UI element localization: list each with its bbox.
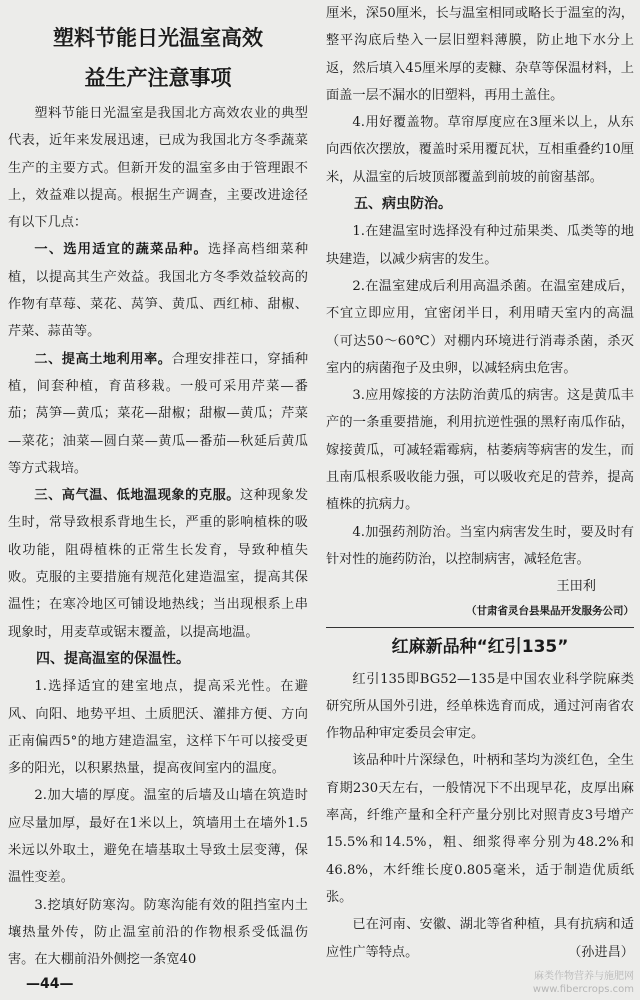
article2-paragraph-2: 该品种叶片深绿色，叶柄和茎均为淡红色，全生育期230天左右，一般情况下不出现早花，皮厚出麻率高，纤维产量和全秆产量分别比对照青皮3号增产15.5%和14.5%，粗、细浆得率分别为48.2%和46.8%，木纤维长度0.805毫米，适于制造优质纸张。 bbox=[326, 753, 634, 905]
section-1-paragraph bbox=[8, 236, 308, 345]
section-3-heading: 三、高气温、低地温现象的克服。 bbox=[34, 488, 240, 504]
watermark-url: www.fibercrops.com bbox=[532, 984, 634, 995]
section-2-paragraph bbox=[8, 346, 308, 482]
left-column bbox=[8, 0, 308, 974]
section-3-paragraph bbox=[8, 482, 308, 646]
section-5-item-2: 2.在温室建成后利用高温杀菌。在温室建成后，不宜立即应用，宜密闭半日，利用晴天室内的高温（可达50～60℃）对棚内环境进行消毒杀菌，杀灭室内的病菌孢子及虫卵，以减轻病虫危害。 bbox=[326, 278, 634, 376]
right-column bbox=[326, 0, 634, 966]
section-5-item-4: 4.加强药剂防治。当室内病害发生时，要及时有针对性的施药防治，以控制病害，减轻危害。 bbox=[326, 524, 634, 567]
section-3-body: 这种现象发生时，常导致根系背地生长，严重的影响植株的吸收功能，阻碍植株的正常生长发育，导致种植失败。克服的主要措施有规范化建造温室，提高其保温性；在寒冷地区可铺设地热线；当出现根系上串现象时，用麦草或锯末覆盖，以提高地温。 bbox=[8, 488, 309, 640]
page-number: —44— bbox=[26, 976, 74, 992]
article2-paragraph-3-text: 已在河南、安徽、湖北等省种植，具有抗病和适应性广等特点。 bbox=[326, 917, 634, 960]
section-4-item-2: 2.加大墙的厚度。温室的后墙及山墙在筑造时应尽量加厚，最好在1米以上，筑墙用土在墙外1.5米远以外取土，避免在墙基取土导致土层变薄，保温性变差。 bbox=[8, 788, 308, 886]
article-title-line1: 塑料节能日光温室高效 bbox=[53, 26, 263, 50]
section-4-item-4: 4.用好覆盖物。草帘厚度应在3厘米以上，从东向西依次摆放，覆盖时采用覆瓦状，互相重叠约10厘米，从温室的后坡顶部覆盖到前坡的前窗基部。 bbox=[326, 115, 634, 185]
article2-author: （孙进昌） bbox=[568, 944, 634, 960]
section-4-heading: 四、提高温室的保温性。 bbox=[36, 650, 190, 667]
article-title-line2: 益生产注意事项 bbox=[84, 66, 232, 90]
section-4-item-3-start: 3.挖填好防寒沟。防寒沟能有效的阻挡室内土壤热量外传，防止温室前沿的作物根系受低温伤害。在大棚前沿外侧挖一条宽40 bbox=[8, 897, 308, 968]
section-4-item-1: 1.选择适宜的建室地点，提高采光性。在避风、向阳、地势平坦、土质肥沃、灌排方便、方向正南偏西5°的地方建造温室，这样下午可以接受更多的阳光，以积累热量，提高夜间室内的温度。 bbox=[8, 679, 308, 777]
watermark-site-name: 麻类作物营养与施肥网 bbox=[534, 971, 634, 982]
article2-paragraph-3 bbox=[326, 911, 634, 966]
section-4-item-3-continued: 厘米，深50厘米，长与温室相同或略长于温室的沟，整平沟底后垫入一层旧塑料薄膜，防止地下水分上返，然后填入45厘米厚的麦糠、杂草等保温材料，上面盖一层不漏水的旧塑料，再用土盖住。 bbox=[326, 6, 634, 103]
section-5-heading: 五、病虫防治。 bbox=[354, 196, 452, 213]
watermark bbox=[533, 970, 634, 996]
section-2-body: 合理安排茬口，穿插种植，间套种植，育苗移栽。一般可采用芹菜—番茄；莴笋—黄瓜；菜花—甜椒；甜椒—黄瓜；芹菜—菜花；油菜—圆白菜—黄瓜—番茄—秋延后黄瓜等方式栽培。 bbox=[8, 351, 309, 476]
intro-paragraph: 塑料节能日光温室是我国北方高效农业的典型代表，近年来发展迅速，已成为我国北方冬季蔬菜生产的主要方式。但新开发的温室多由于管理跟不上，效益难以提高。根据生产调查，主要改进途径有以下几点： bbox=[8, 106, 308, 231]
article-divider bbox=[326, 627, 634, 628]
article-affiliation: （甘肃省灵台县果品开发服务公司） bbox=[466, 604, 634, 617]
article2-paragraph-1: 红引135即BG52—135是中国农业科学院麻类研究所从国外引进，经单株选育而成，通过河南省农作物品种审定委员会审定。 bbox=[326, 671, 634, 742]
article-author: 王田利 bbox=[556, 579, 596, 595]
section-1-body: 选择高档细菜种植，以提高其生产效益。我国北方冬季效益较高的作物有草莓、菜花、莴笋、黄瓜、西红柿、甜椒、芹菜、蒜苗等。 bbox=[8, 242, 309, 340]
section-5-item-1: 1.在建温室时选择没有种过茄果类、瓜类等的地块建造，以减少病害的发生。 bbox=[326, 224, 634, 267]
section-1-heading: 一、选用适宜的蔬菜品种。 bbox=[34, 242, 209, 258]
section-5-item-3: 3.应用嫁接的方法防治黄瓜的病害。这是黄瓜丰产的一条重要措施，利用抗逆性强的黑籽南瓜作砧，嫁接黄瓜，可减轻霜霉病，枯萎病等病害的发生，而且南瓜根系吸收能力强，可以吸收充足的营养，提高植株的抗病力。 bbox=[326, 388, 634, 513]
article2-title: 红麻新品种“红引135” bbox=[391, 636, 569, 657]
section-2-heading: 二、提高土地利用率。 bbox=[34, 351, 172, 367]
